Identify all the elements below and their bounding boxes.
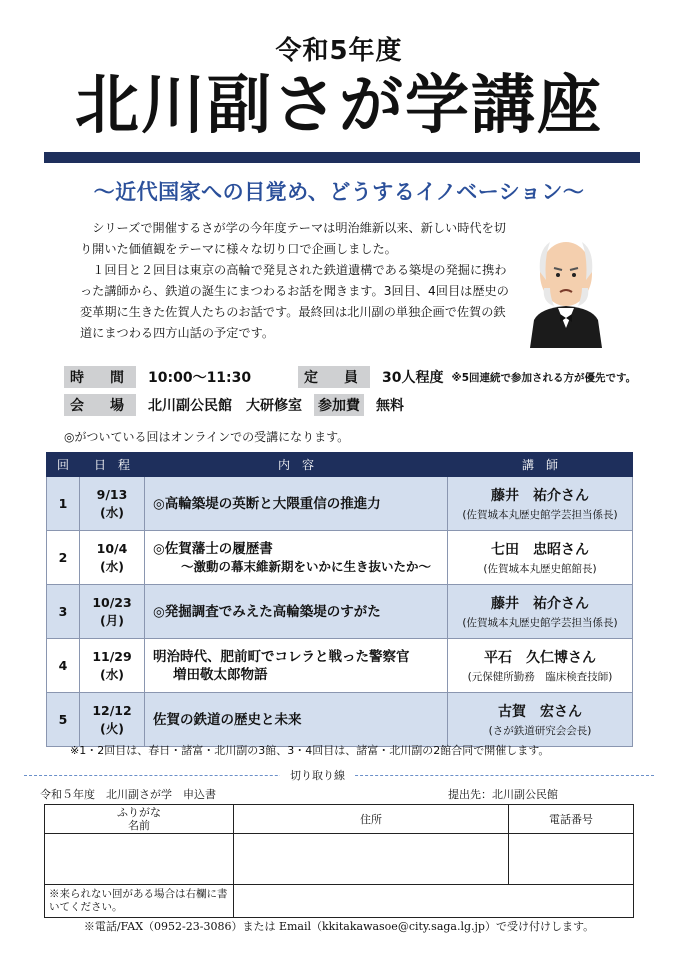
address-header: 住所: [234, 805, 509, 834]
phone-header: 電話番号: [509, 805, 634, 834]
application-form-title: 令和５年度 北川副さが学 申込書: [40, 788, 216, 801]
session-number: 2: [47, 531, 80, 585]
session-lecturer: 藤井 祐介さん (佐賀城本丸歴史館学芸担当係長): [448, 585, 633, 639]
session-content: 佐賀の鉄道の歴史と未来: [145, 693, 448, 747]
submission-destination: 提出先：北川副公民館: [448, 788, 558, 801]
table-row: [47, 477, 633, 531]
online-note: ◎がついている回はオンラインでの受講になります。: [64, 430, 350, 444]
table-row: [47, 585, 633, 639]
session-date: 9/13 (水): [80, 477, 145, 531]
info-row-venue: [64, 394, 404, 416]
capacity-note: ※5回連続で参加される方が優先です。: [451, 371, 637, 384]
table-row: [47, 639, 633, 693]
time-label: 時 間: [64, 366, 136, 388]
session-lecturer: 藤井 祐介さん (佐賀城本丸歴史館学芸担当係長): [448, 477, 633, 531]
year-label: 令和5年度: [275, 36, 403, 66]
session-number: 3: [47, 585, 80, 639]
session-date: 11/29 (水): [80, 639, 145, 693]
capacity-label: 定 員: [298, 366, 370, 388]
intro-paragraph-2: １回目と２回目は東京の高輪で発見された鉄道遺構である築堤の発掘に携わった講師から、鉄道の誕生にまつわるお話を聞きます。3回目、4回目は歴史の変革期に生きた佐賀人たちのお話です。最終回は北川副の単独企画で佐賀の鉄道にまつわる四方山話の予定です。: [80, 263, 509, 340]
session-lecturer: 七田 忠昭さん (佐賀城本丸歴史館館長): [448, 531, 633, 585]
form-input-row: [45, 834, 634, 885]
phone-field[interactable]: [509, 834, 634, 885]
page-title: 北川副さが学講座: [75, 69, 603, 143]
absent-note: ※来られない回がある場合は右欄に書いてください。: [45, 885, 234, 918]
session-date: 10/23 (月): [80, 585, 145, 639]
venue-value: 北川副公民館 大研修室: [148, 398, 302, 414]
venue-label: 会 場: [64, 394, 136, 416]
schedule-table: [46, 452, 633, 747]
name-header: ふりがな 名前: [45, 805, 234, 834]
header-content: 内 容: [145, 453, 448, 477]
session-number: 5: [47, 693, 80, 747]
form-header-row: [45, 805, 634, 834]
info-row-time: [64, 366, 636, 388]
form-absence-row: [45, 885, 634, 918]
intro-paragraph-1: シリーズで開催するさが学の今年度テーマは明治維新以来、新しい時代を切り開いた価値観をテーマに様々な切り口で企画しました。: [80, 221, 506, 256]
session-content: ◎発掘調査でみえた高輪築堤のすがた: [145, 585, 448, 639]
contact-info: ※電話/FAX（0952-23-3086）または Email（kkitakawasoe@city.saga.lg.jp）で受け付けします。: [83, 920, 595, 933]
title-underline-bar: [44, 152, 640, 163]
fee-label: 参加費: [314, 394, 364, 416]
session-content: ◎高輪築堤の英断と大隈重信の推進力: [145, 477, 448, 531]
schedule-footnote: ※1・2回目は、春日・諸富・北川副の3館、3・4回目は、諸富・北川副の2館合同で開催します。: [70, 744, 550, 757]
capacity-value: 30人程度: [382, 370, 444, 386]
session-number: 4: [47, 639, 80, 693]
name-field[interactable]: [45, 834, 234, 885]
table-row: [47, 531, 633, 585]
cut-line-label: 切り取り線: [280, 767, 355, 783]
table-row: [47, 693, 633, 747]
application-form: [44, 804, 634, 918]
session-date: 12/12 (火): [80, 693, 145, 747]
address-field[interactable]: [234, 834, 509, 885]
intro-text: [80, 218, 510, 344]
header-date: 日 程: [80, 453, 145, 477]
header-lecturer: 講 師: [448, 453, 633, 477]
header-num: 回: [47, 453, 80, 477]
session-lecturer: 古賀 宏さん (さが鉄道研究会会長): [448, 693, 633, 747]
session-lecturer: 平石 久仁博さん (元保健所勤務 臨床検査技師): [448, 639, 633, 693]
portrait-illustration: [520, 228, 612, 348]
session-date: 10/4 (水): [80, 531, 145, 585]
session-content: 明治時代、肥前町でコレラと戦った警察官 増田敬太郎物語: [145, 639, 448, 693]
absent-sessions-field[interactable]: [234, 885, 634, 918]
session-content: ◎佐賀藩士の履歴書 ～激動の幕末維新期をいかに生き抜いたか～: [145, 531, 448, 585]
fee-value: 無料: [376, 398, 404, 414]
session-number: 1: [47, 477, 80, 531]
page-subtitle: ～近代国家への目覚め、どうするイノベーション～: [93, 180, 585, 204]
schedule-header-row: [47, 453, 633, 477]
time-value: 10:00～11:30: [148, 370, 252, 386]
